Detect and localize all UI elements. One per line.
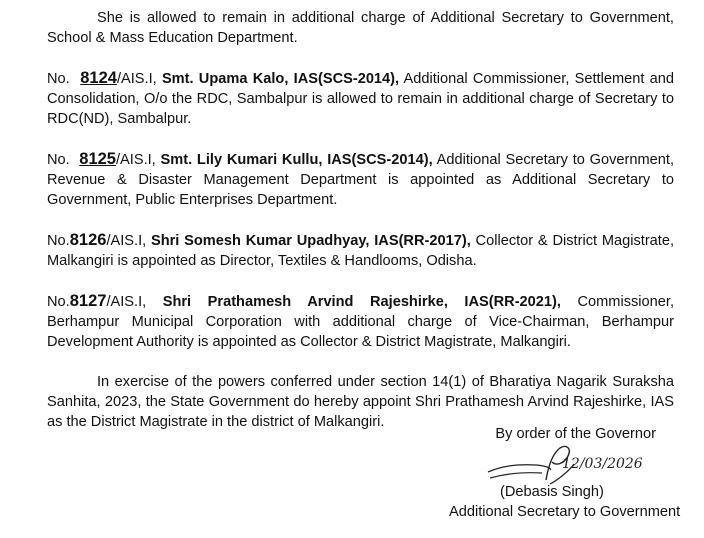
order-number: 8126 [69,231,107,249]
order-prefix: No. [47,152,70,168]
order-suffix: /AIS.I, [106,233,151,249]
order-paragraph-8124 [47,68,674,129]
paragraph-text: She is allowed to remain in additional charge of Additional Secretary to Government, School & Mass Education Department. [47,10,674,46]
order-paragraph-8127 [47,291,674,352]
order-suffix: /AIS.I, [116,71,162,87]
signature-date: 12/03/2026 [562,456,643,472]
officer-name: Shri Somesh Kumar Upadhyay, IAS(RR-2017), [150,233,471,249]
order-prefix: No. [47,233,70,249]
order-suffix: /AIS.I, [116,152,161,168]
by-order-line: By order of the Governor [495,426,656,442]
document-body [47,8,674,432]
order-prefix: No. [47,71,70,87]
order-body: Additional Secretary to Government, Revenue & Disaster Management Department is appointed as Additional Secretary to Government, Public Enterprises Department. [47,152,675,208]
order-paragraph-8125 [47,149,674,210]
order-suffix: /AIS.I, [106,294,163,310]
paragraph-continuation [47,8,674,48]
officer-name: Smt. Lily Kumari Kullu, IAS(SCS-2014), [160,152,433,168]
order-number: 8124 [80,69,117,87]
exercise-of-powers-paragraph [47,372,674,432]
paragraph-text: In exercise of the powers conferred under section 14(1) of Bharatiya Nagarik Suraksha Sanhita, 2023, the State Government do hereby appoint Shri Prathamesh Arvind Rajeshirke, IAS as the District Magistrate in the district of Malkangiri. [47,374,674,430]
signer-name: (Debasis Singh) [500,484,604,500]
order-number: 8125 [79,150,116,168]
order-body: Additional Commissioner, Settlement and Consolidation, O/o the RDC, Sambalpur is allowed to remain in additional charge of Secretary to RDC(ND), Sambalpur. [47,71,674,127]
order-prefix: No. [47,294,70,310]
order-number: 8127 [69,292,107,310]
order-body: Collector & District Magistrate, Malkangiri is appointed as Director, Textiles & Handlooms, Odisha. [47,233,675,269]
order-body: Commissioner, Berhampur Municipal Corporation with additional charge of Vice-Chairman, Berhampur Development Authority is appointed as Collector & District Magistrate, Malkangiri. [47,294,674,350]
officer-name: Shri Prathamesh Arvind Rajeshirke, IAS(RR-2021), [162,294,561,310]
order-paragraph-8126 [47,230,674,271]
signer-designation: Additional Secretary to Government [449,504,681,520]
officer-name: Smt. Upama Kalo, IAS(SCS-2014), [161,71,400,87]
